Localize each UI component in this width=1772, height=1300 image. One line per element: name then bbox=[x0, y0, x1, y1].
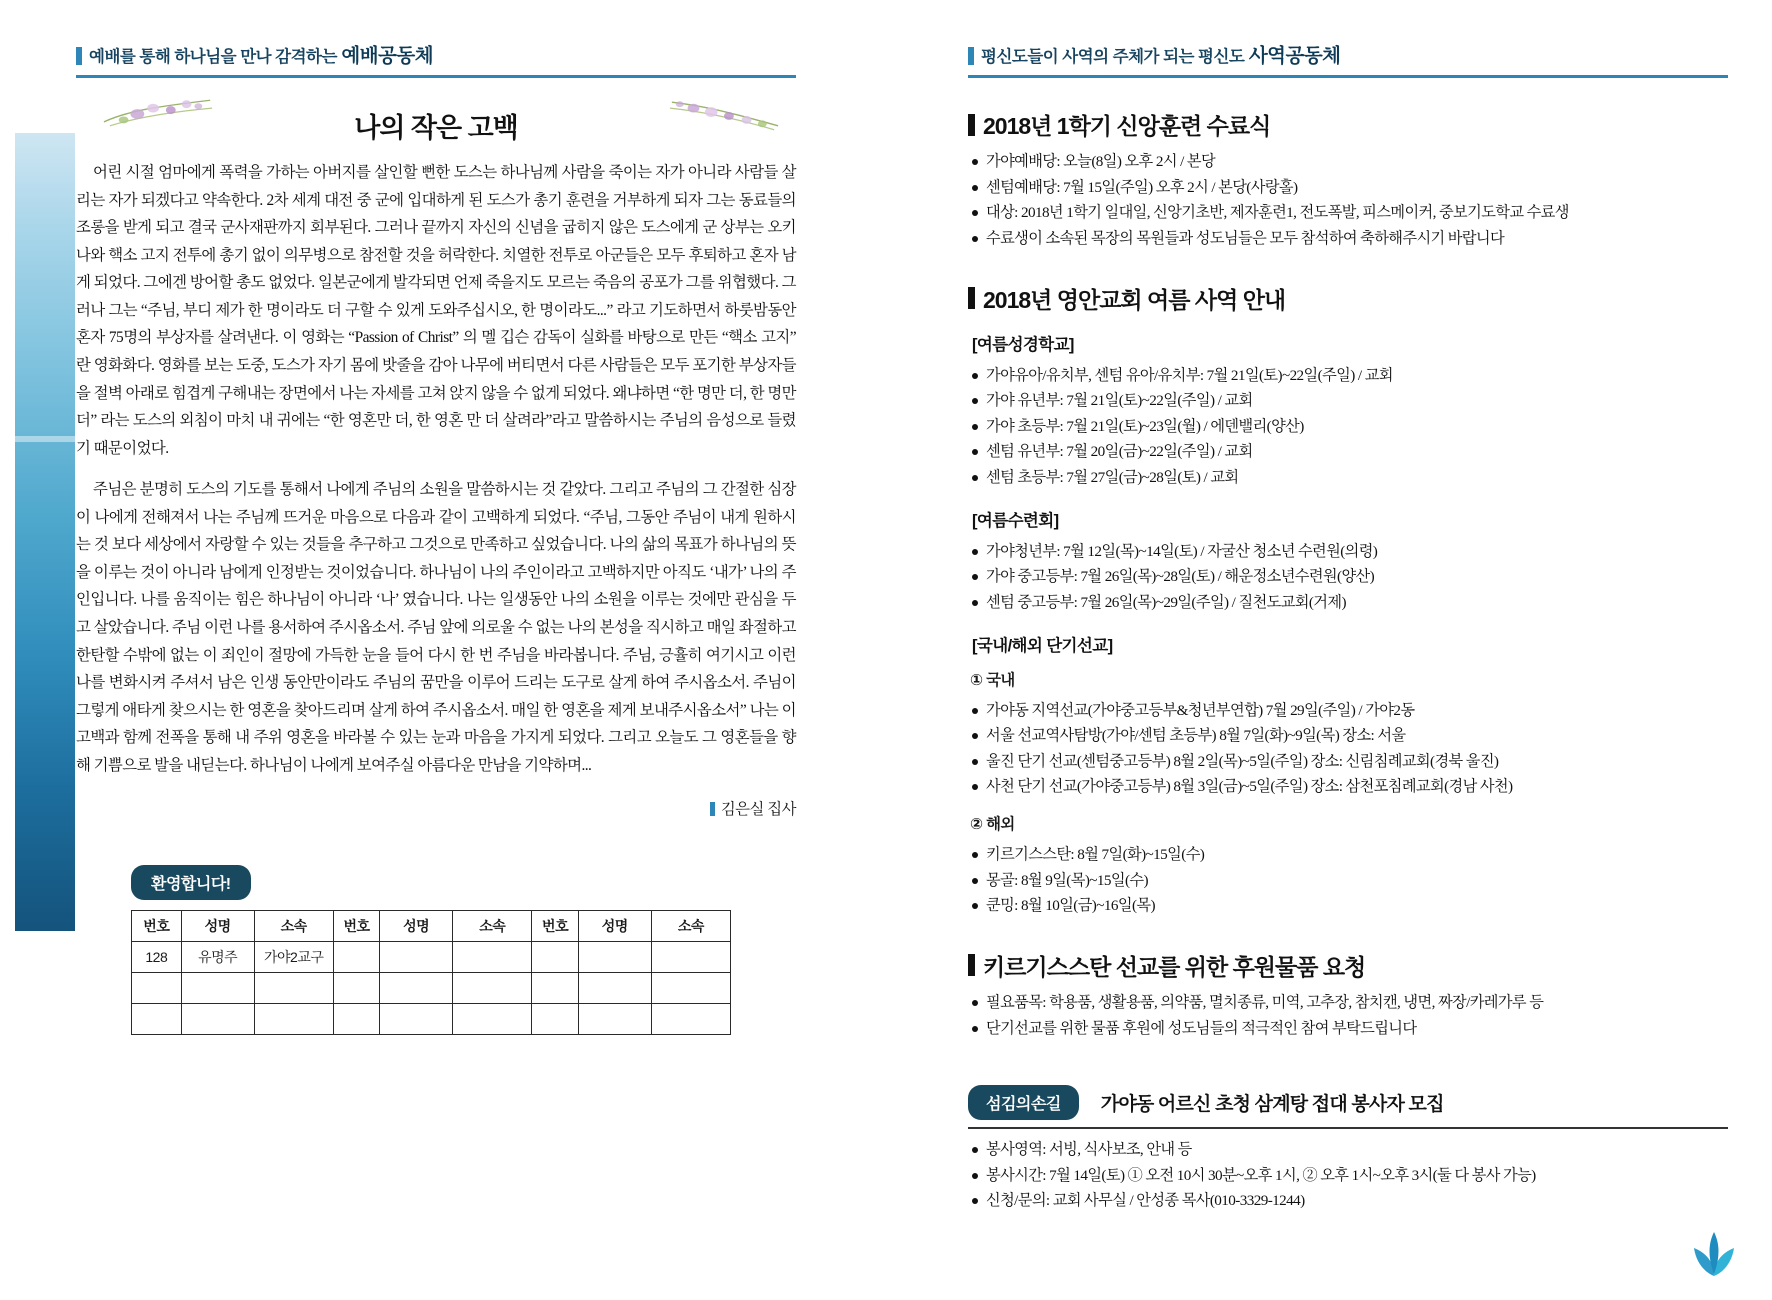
bullet-list-retreat bbox=[968, 540, 1728, 616]
bullet-list-vbs bbox=[968, 364, 1728, 491]
welcome-table bbox=[131, 910, 731, 1035]
cell bbox=[380, 973, 453, 1004]
col-name-1: 성명 bbox=[181, 911, 254, 942]
list-item: 필요품목: 학용품, 생활용품, 의약품, 멸치종류, 미역, 고추장, 참치캔, 냉면, 짜장/카레가루 등 bbox=[968, 991, 1728, 1016]
bullet-list-domestic bbox=[968, 699, 1728, 801]
floral-right-icon bbox=[664, 96, 782, 134]
right-header-big: 사역공동체 bbox=[1248, 45, 1341, 67]
col-num-1: 번호 bbox=[132, 911, 182, 942]
cell bbox=[453, 942, 532, 973]
table-row bbox=[132, 973, 731, 1004]
right-column bbox=[968, 0, 1728, 1215]
bullet-list bbox=[968, 150, 1728, 252]
bullet-list-overseas bbox=[968, 843, 1728, 919]
list-item: 단기선교를 위한 물품 후원에 성도님들의 적극적인 참여 부탁드립니다 bbox=[968, 1017, 1728, 1042]
list-item: 가야동 지역선교(가야중고등부&청년부연합) 7월 29일(주일) / 가야2동 bbox=[968, 699, 1728, 724]
header-bar-icon bbox=[76, 47, 82, 65]
block-training-ceremony bbox=[968, 108, 1728, 252]
block-title-text: 키르기스스탄 선교를 위한 후원물품 요청 bbox=[983, 953, 1366, 980]
tick-marker-icon bbox=[968, 287, 975, 309]
list-item: 가야 초등부: 7월 21일(토)~23일(월) / 에덴밸리(양산) bbox=[968, 415, 1728, 440]
list-item: 봉사시간: 7월 14일(토) ① 오전 10시 30분~오후 1시, ② 오후 1시~오후 3시(둘 다 봉사 가능) bbox=[968, 1164, 1728, 1189]
cell bbox=[254, 973, 333, 1004]
side-photo-strip bbox=[14, 132, 76, 932]
table-header-row bbox=[132, 911, 731, 942]
bullet-list-volunteer bbox=[968, 1138, 1728, 1214]
cell: 유명주 bbox=[181, 942, 254, 973]
col-num-3: 번호 bbox=[532, 911, 578, 942]
cell bbox=[333, 942, 379, 973]
list-item: 봉사영역: 서빙, 식사보조, 안내 등 bbox=[968, 1138, 1728, 1163]
byline-text: 김은실 집사 bbox=[720, 801, 796, 819]
col-org-2: 소속 bbox=[453, 911, 532, 942]
service-divider bbox=[968, 1127, 1728, 1129]
bullet-list-supplies bbox=[968, 991, 1728, 1041]
cell: 128 bbox=[132, 942, 182, 973]
list-item: 센텀 초등부: 7월 27일(금)~28일(토) / 교회 bbox=[968, 466, 1728, 491]
enum-overseas: ② 해외 bbox=[970, 816, 1015, 833]
cell bbox=[333, 973, 379, 1004]
header-bar-icon bbox=[968, 47, 974, 65]
list-item: 신청/문의: 교회 사무실 / 안성종 목사(010-3329-1244) bbox=[968, 1189, 1728, 1214]
list-item: 가야 유년부: 7월 21일(토)~22일(주일) / 교회 bbox=[968, 389, 1728, 414]
left-header-small: 예배를 통해 하나님을 만나 감격하는 bbox=[89, 48, 337, 66]
block-title-text: 2018년 영안교회 여름 사역 안내 bbox=[983, 286, 1286, 313]
cell bbox=[333, 1004, 379, 1035]
left-header-big: 예배공동체 bbox=[341, 45, 434, 67]
block-title bbox=[968, 108, 1728, 141]
col-org-1: 소속 bbox=[254, 911, 333, 942]
list-item: 가야청년부: 7월 12일(목)~14일(토) / 자굴산 청소년 수련원(의령) bbox=[968, 540, 1728, 565]
col-name-2: 성명 bbox=[380, 911, 453, 942]
article-title: 나의 작은 고백 bbox=[354, 113, 518, 143]
enum-domestic: ① 국내 bbox=[970, 671, 1015, 689]
subgroup-label-retreat: [여름수련회] bbox=[972, 511, 1059, 530]
block-title bbox=[968, 949, 1728, 982]
list-item: 울진 단기 선교(센텀중고등부) 8월 2일(목)~5일(주일) 장소: 신림침례교회(경북 울진) bbox=[968, 750, 1728, 775]
cell bbox=[651, 973, 730, 1004]
list-item: 대상: 2018년 1학기 일대일, 신앙기초반, 제자훈련1, 전도폭발, 피스메이커, 중보기도학교 수료생 bbox=[968, 201, 1728, 226]
byline-bar-icon bbox=[710, 802, 715, 816]
cell bbox=[651, 1004, 730, 1035]
cell bbox=[578, 973, 651, 1004]
list-item: 가야유아/유치부, 센텀 유아/유치부: 7월 21일(토)~22일(주일) / 교회 bbox=[968, 364, 1728, 389]
list-item: 쿤밍: 8월 10일(금)~16일(목) bbox=[968, 894, 1728, 919]
cell bbox=[181, 1004, 254, 1035]
table-row bbox=[132, 1004, 731, 1035]
right-section-header bbox=[968, 40, 1728, 78]
list-item: 센텀예배당: 7월 15일(주일) 오후 2시 / 본당(사랑홀) bbox=[968, 176, 1728, 201]
cell bbox=[181, 973, 254, 1004]
service-title: 가야동 어르신 초청 삼계탕 접대 봉사자 모집 bbox=[1100, 1094, 1444, 1116]
leaf-logo-icon bbox=[1686, 1230, 1742, 1278]
article-paragraph-1: 어린 시절 엄마에게 폭력을 가하는 아버지를 살인할 뻔한 도스는 하나님께 사람을 죽이는 자가 아니라 사람들 살리는 자가 되겠다고 약속한다. 2차 세계 대전 중 군에 입대하게 된 도스가 총기 훈련을 거부하게 되자 그는 동료들의 조롱을 받게 되고 결국 군사재판까지 회부된다. 그러나 끝까지 자신의 신념을 굽히지 않은 도스에게 군 상부는 오키나와 핵소 고지 전투에 총기 없이 의무병으로 참전할 것을 허락한다. 치열한 전투로 아군들은 모두 후퇴하고 혼자 남게 되었다. 그에겐 방어할 총도 없었다. 일본군에게 발각되면 언제 죽을지도 모르는 죽음의 공포가 그를 위협했다. 그러나 그는 “주님, 부디 제가 한 명이라도 더 구할 수 있게 도와주십시오, 한 명이라도...” 라고 기도하면서 하룻밤동안 혼자 75명의 부상자를 살려낸다. 이 영화는 “Passion of Christ” 의 멜 깁슨 감독이 실화를 바탕으로 만든 “핵소 고지” 란 영화화다. 영화를 보는 도중, 도스가 자기 몸에 밧줄을 감아 나무에 버티면서 다른 사람들은 모두 포기한 부상자들을 절벽 아래로 힘겹게 구해내는 장면에서 나는 자세를 고쳐 앉지 않을 수 없게 되었다. 왜냐하면 “한 명만 더, 한 명만 더” 라는 도스의 외침이 마치 내 귀에는 “한 영혼만 더, 한 영혼 만 더 살려라”라고 말씀하시는 주님의 음성으로 들렸기 때문이었다. bbox=[76, 164, 796, 457]
subgroup-label-mission: [국내/해외 단기선교] bbox=[972, 636, 1113, 655]
cell bbox=[453, 1004, 532, 1035]
subgroup-label-vbs: [여름성경학교] bbox=[972, 335, 1074, 354]
cell bbox=[532, 1004, 578, 1035]
cell bbox=[254, 1004, 333, 1035]
table-row bbox=[132, 942, 731, 973]
cell bbox=[380, 942, 453, 973]
list-item: 몽골: 8월 9일(목)~15일(수) bbox=[968, 869, 1728, 894]
col-org-3: 소속 bbox=[651, 911, 730, 942]
article-byline bbox=[76, 797, 796, 819]
col-name-3: 성명 bbox=[578, 911, 651, 942]
cell bbox=[578, 1004, 651, 1035]
left-section-header bbox=[76, 40, 796, 78]
block-volunteer bbox=[968, 1085, 1728, 1214]
cell: 가야2교구 bbox=[254, 942, 333, 973]
tick-marker-icon bbox=[968, 114, 975, 136]
cell bbox=[651, 942, 730, 973]
cell bbox=[132, 973, 182, 1004]
block-title bbox=[968, 282, 1728, 315]
list-item: 수료생이 소속된 목장의 목원들과 성도님들은 모두 참석하여 축하해주시기 바랍니다 bbox=[968, 227, 1728, 252]
list-item: 센텀 유년부: 7월 20일(금)~22일(주일) / 교회 bbox=[968, 440, 1728, 465]
list-item: 가야예배당: 오늘(8일) 오후 2시 / 본당 bbox=[968, 150, 1728, 175]
list-item: 키르기스스탄: 8월 7일(화)~15일(수) bbox=[968, 843, 1728, 868]
cell bbox=[578, 942, 651, 973]
cell bbox=[453, 973, 532, 1004]
cell bbox=[532, 973, 578, 1004]
list-item: 가야 중고등부: 7월 26일(목)~28일(토) / 해운정소년수련원(양산) bbox=[968, 565, 1728, 590]
floral-left-icon bbox=[100, 96, 218, 134]
cell bbox=[380, 1004, 453, 1035]
service-header bbox=[968, 1085, 1728, 1120]
cell bbox=[132, 1004, 182, 1035]
cell bbox=[532, 942, 578, 973]
block-supply-request bbox=[968, 949, 1728, 1041]
list-item: 사천 단기 선교(가야중고등부) 8월 3일(금)~5일(주일) 장소: 삼천포침례교회(경남 사천) bbox=[968, 775, 1728, 800]
col-num-2: 번호 bbox=[333, 911, 379, 942]
left-column bbox=[76, 0, 796, 1035]
list-item: 센텀 중고등부: 7월 26일(목)~29일(주일) / 질천도교회(거제) bbox=[968, 591, 1728, 616]
tick-marker-icon bbox=[968, 954, 975, 976]
welcome-pill-wrap bbox=[131, 865, 796, 900]
article-paragraph-2: 주님은 분명히 도스의 기도를 통해서 나에게 주님의 소원을 말씀하시는 것 같았다. 그리고 주님의 그 간절한 심장이 나에게 전해져서 나는 주님께 뜨거운 마음으로 다음과 같이 고백하게 되었다. “주님, 그동안 주님이 내게 원하시는 것 보다 세상에서 자랑할 수 있는 것들을 추구하고 그것으로 만족하고 싶었습니다. 나의 삶의 목표가 하나님의 뜻을 이루는 것이 아니라 남에게 인정받는 것이었습니다. 하나님이 나의 주인이라고 고백하지만 아직도 ‘내가’ 나의 주인입니다. 나를 움직이는 힘은 하나님이 아니라 ‘나’ 였습니다. 나는 일생동안 나의 소원을 이루는 것에만 관심을 두고 살았습니다. 주님 이런 나를 용서하여 주시옵소서. 주님 앞에 의로울 수 없는 나의 본성을 직시하고 매일 좌절하고 한탄할 수밖에 없는 이 죄인이 절망에 가득한 눈을 들어 다시 한 번 주님을 바라봅니다. 주님, 긍휼히 여기시고 이런 나를 변화시켜 주셔서 남은 인생 동안만이라도 주님의 꿈만을 이루어 드리는 도구로 살게 하여 주시옵소서. 주님이 그렇게 애타게 찾으시는 한 영혼을 찾아드리며 살게 하여 주시옵소서. 매일 한 영혼을 제게 보내주시옵소서” 나는 이 고백과 함께 전폭을 통해 내 주위 영혼을 바라볼 수 있는 눈과 마음을 가지게 되었다. 그리고 오늘도 그 영혼들을 향해 기쁨으로 발을 내딛는다. 하나님이 나에게 보여주실 아름다운 만남을 기약하며... bbox=[76, 481, 796, 774]
article-title-row bbox=[76, 106, 796, 145]
block-summer-ministry bbox=[968, 282, 1728, 919]
list-item: 서울 선교역사탐방(가야/센텀 초등부) 8월 7일(화)~9일(목) 장소: 서울 bbox=[968, 724, 1728, 749]
right-header-small: 평신도들이 사역의 주체가 되는 평신도 bbox=[981, 48, 1245, 66]
block-title-text: 2018년 1학기 신앙훈련 수료식 bbox=[983, 113, 1271, 139]
welcome-badge: 환영합니다! bbox=[131, 865, 251, 900]
service-badge: 섬김의손길 bbox=[968, 1085, 1079, 1120]
